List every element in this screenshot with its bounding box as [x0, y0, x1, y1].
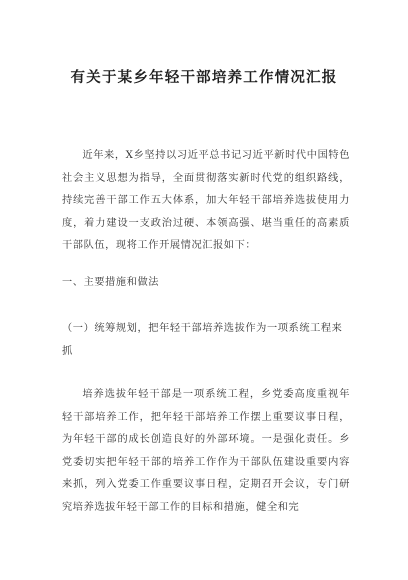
- document-title: 有关于某乡年轻干部培养工作情况汇报: [70, 70, 338, 86]
- intro-paragraph: 近年来，X乡坚持以习近平总书记习近平新时代中国特色社会主义思想为指导，全面贯彻落实新时代党的组织路线，持续完善干部工作五大体系，加大年轻干部培养选拔使用力度，着力建设一支政治过硬、本领高强、堪当重任的高素质干部队伍，现将工作开展情况汇报如下：: [62, 150, 350, 251]
- body-paragraph: 培养选拔年轻干部是一项系统工程，乡党委高度重视年轻干部培养工作，把年轻干部培养工作摆上重要议事日程，为年轻干部的成长创造良好的外部环境。一是强化责任。乡党委切实把年轻干部的培养工作作为干部队伍建设重要内容来抓，列入党委工作重要议事日程，定期召开会议，专门研究培养选拔年轻干部工作的目标和措施，健全和完: [62, 389, 350, 513]
- section-heading: 一、主要措施和做法: [62, 277, 160, 288]
- subsection-heading: （一）统筹规划，把年轻干部培养选拔作为一项系统工程来抓: [62, 323, 343, 357]
